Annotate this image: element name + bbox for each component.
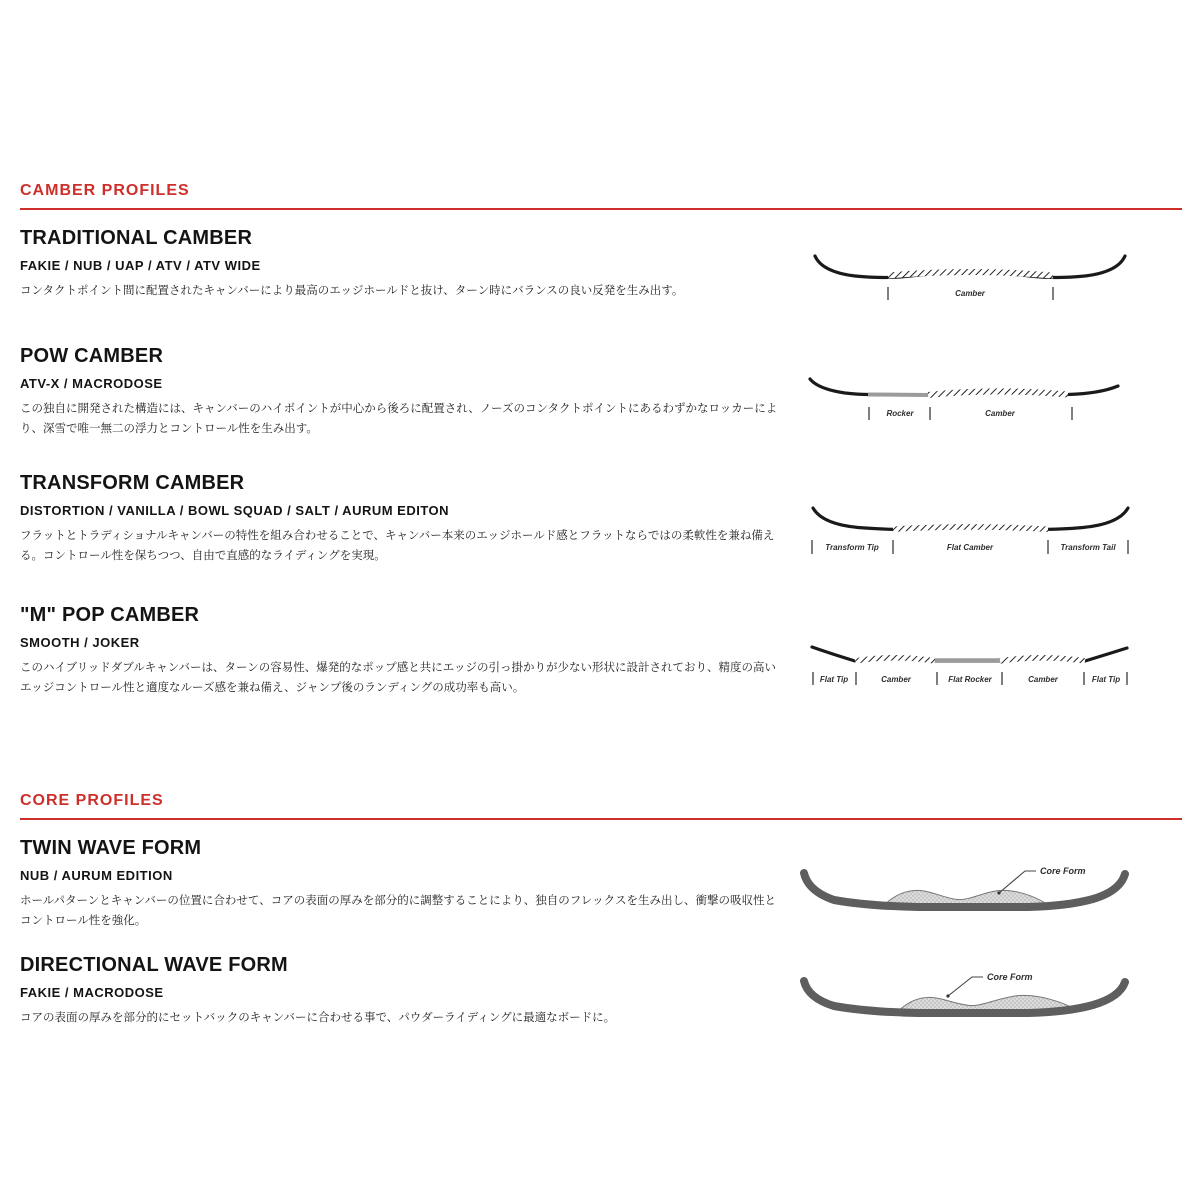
camber-hatch-band-right (1000, 658, 1085, 661)
camber-hatch-band (888, 272, 1053, 276)
profile-models: SMOOTH / JOKER (20, 635, 140, 650)
diagram-label-camber: Camber (955, 289, 985, 298)
profile-description: ホールパターンとキャンバーの位置に合わせて、コアの表面の厚みを部分的に調整することにより、独自のフレックスを生み出し、衝撃の吸収性とコントロール性を強化。 (20, 895, 777, 928)
diagram-label-camber-left: Camber (881, 675, 911, 684)
twin-wave-form-section (20, 837, 778, 931)
diagram-label-rocker: Rocker (886, 409, 914, 418)
profile-models: DISTORTION / VANILLA / BOWL SQUAD / SALT / AURUM EDITON (20, 503, 450, 518)
diagram-label-flat-tip-right: Flat Tip (1091, 675, 1121, 684)
profile-description: コンタクトポイント間に配置されたキャンバーにより最高のエッジホールドと抜け、ターン時にバランスの良い反発を生み出す。 (20, 285, 684, 297)
pointer-dot (946, 994, 949, 997)
profile-models: FAKIE / MACRODOSE (20, 985, 164, 1000)
twin-wave-form-diagram (788, 843, 1138, 928)
diagram-label-camber-right: Camber (1028, 675, 1058, 684)
core-form-pointer-line (999, 871, 1036, 893)
profile-description: フラットとトラディショナルキャンバーの特性を組み合わせることで、キャンバー本来のエッジホールド感とフラットならではの柔軟性を兼ね備える。コントロール性を保ちつつ、自由で直感的なライディングを実現。 (20, 530, 775, 563)
profile-title: DIRECTIONAL WAVE FORM (20, 954, 288, 976)
m-pop-camber-section (20, 604, 778, 698)
profile-description: このハイブリッドダブルキャンバーは、ターンの容易性、爆発的なポップ感と共にエッジの引っ掛かりが少ない形状に設計されており、精度の高いエッジコントロール性と適度なルーズ感を兼ね備え、ジャンプ後のランディングの成功率も高い。 (20, 662, 777, 695)
diagram-label-flat-rocker: Flat Rocker (948, 675, 992, 684)
pointer-dot (997, 891, 1000, 894)
traditional-camber-diagram (800, 238, 1140, 308)
transform-camber-diagram (798, 490, 1143, 562)
profile-title: POW CAMBER (20, 345, 164, 367)
traditional-camber-section (20, 227, 778, 301)
m-pop-camber-diagram (800, 638, 1140, 690)
section-divider (20, 818, 1182, 820)
diagram-label-flat-camber: Flat Camber (946, 543, 994, 552)
diagram-label-transform-tail: Transform Tail (1060, 543, 1116, 552)
camber-hatch-band-left (855, 658, 935, 661)
diagram-label-transform-tip: Transform Tip (825, 543, 879, 552)
transform-camber-section (20, 472, 778, 566)
pow-camber-diagram (800, 358, 1140, 428)
diagram-label-flat-tip-left: Flat Tip (819, 675, 849, 684)
profile-title: TRANSFORM CAMBER (20, 472, 245, 494)
profile-models: NUB / AURUM EDITION (20, 868, 173, 883)
pow-camber-section (20, 345, 778, 439)
directional-wave-form-section (20, 954, 778, 1028)
profile-title: TRADITIONAL CAMBER (20, 227, 253, 249)
camber-profiles-heading: CAMBER PROFILES (20, 182, 190, 199)
core-form-pointer-line (948, 977, 983, 996)
profile-models: FAKIE / NUB / UAP / ATV / ATV WIDE (20, 258, 261, 273)
flat-camber-hatch-band (893, 527, 1048, 529)
diagram-label-core-form: Core Form (987, 972, 1033, 982)
profile-title: "M" POP CAMBER (20, 604, 200, 626)
rocker-gray-band (868, 395, 928, 396)
camber-hatch-band (928, 391, 1068, 395)
core-form-shape (886, 890, 1046, 903)
core-profiles-heading: CORE PROFILES (20, 792, 164, 809)
section-divider (20, 208, 1182, 210)
profile-title: TWIN WAVE FORM (20, 837, 202, 859)
diagram-label-camber: Camber (985, 409, 1015, 418)
core-form-shape (900, 995, 1076, 1009)
directional-wave-form-diagram (788, 948, 1138, 1040)
profile-models: ATV-X / MACRODOSE (20, 376, 163, 391)
diagram-label-core-form: Core Form (1040, 866, 1086, 876)
profile-description: コアの表面の厚みを部分的にセットバックのキャンバーに合わせる事で、パウダーライディングに最適なボードに。 (20, 1012, 616, 1024)
profile-description: この独自に開発された構造には、キャンバーのハイポイントが中心から後ろに配置され、ノーズのコンタクトポイントにあるわずかなロッカーにより、深雪で唯一無二の浮力とコントロール性を生み出す。 (20, 403, 778, 436)
